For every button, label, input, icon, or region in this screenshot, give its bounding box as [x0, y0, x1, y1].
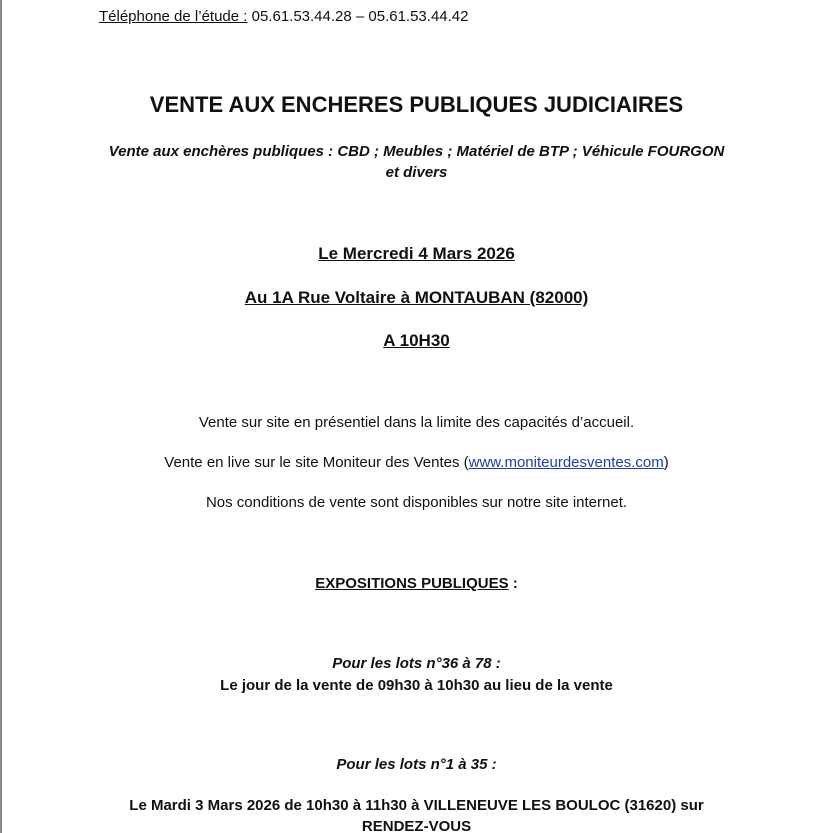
sale-address-line [0, 287, 833, 309]
document-title: VENTE AUX ENCHERES PUBLIQUES JUDICIAIRES [149, 92, 684, 117]
lots-36-78-detail: Le jour de la vente de 09h30 à 10h30 au lieu de la vente [220, 677, 613, 694]
phone-numbers: 05.61.53.44.28 – 05.61.53.44.42 [247, 8, 469, 25]
sale-time-line [0, 330, 833, 352]
onsite-sale-info: Vente sur site en présentiel dans la limite des capacités d’accueil. [198, 414, 635, 431]
lots-1-35-title: Pour les lots n°1 à 35 : [336, 756, 497, 773]
live-sale-info [0, 453, 833, 473]
sale-date: Le Mercredi 4 Mars 2026 [318, 244, 515, 263]
conditions-info: Nos conditions de vente sont disponibles sur notre site internet. [205, 494, 628, 511]
lots-36-78-title: Pour les lots n°36 à 78 : [332, 655, 501, 672]
sale-date-line [0, 243, 833, 265]
sale-address: Au 1A Rue Voltaire à MONTAUBAN (82000) [244, 288, 589, 307]
live-prefix: Vente en live sur le site Moniteur des Ventes ( [164, 454, 469, 471]
document-subtitle: Vente aux enchères publiques : CBD ; Meubles ; Matériel de BTP ; Véhicule FOURGON et divers [108, 143, 725, 181]
expositions-heading-line [0, 574, 833, 594]
live-suffix: ) [663, 454, 669, 471]
phone-line [99, 7, 468, 27]
moniteur-link[interactable]: www.moniteurdesventes.com [468, 454, 664, 471]
expositions-heading: EXPOSITIONS PUBLIQUES [315, 575, 509, 592]
expositions-heading-suffix: : [508, 575, 518, 592]
phone-label: Téléphone de l’étude : [99, 8, 248, 25]
sale-time: A 10H30 [383, 331, 450, 350]
lots-1-35-detail: Le Mardi 3 Mars 2026 de 10h30 à 11h30 à VILLENEUVE LES BOULOC (31620) sur RENDEZ-VOUS [129, 797, 704, 833]
